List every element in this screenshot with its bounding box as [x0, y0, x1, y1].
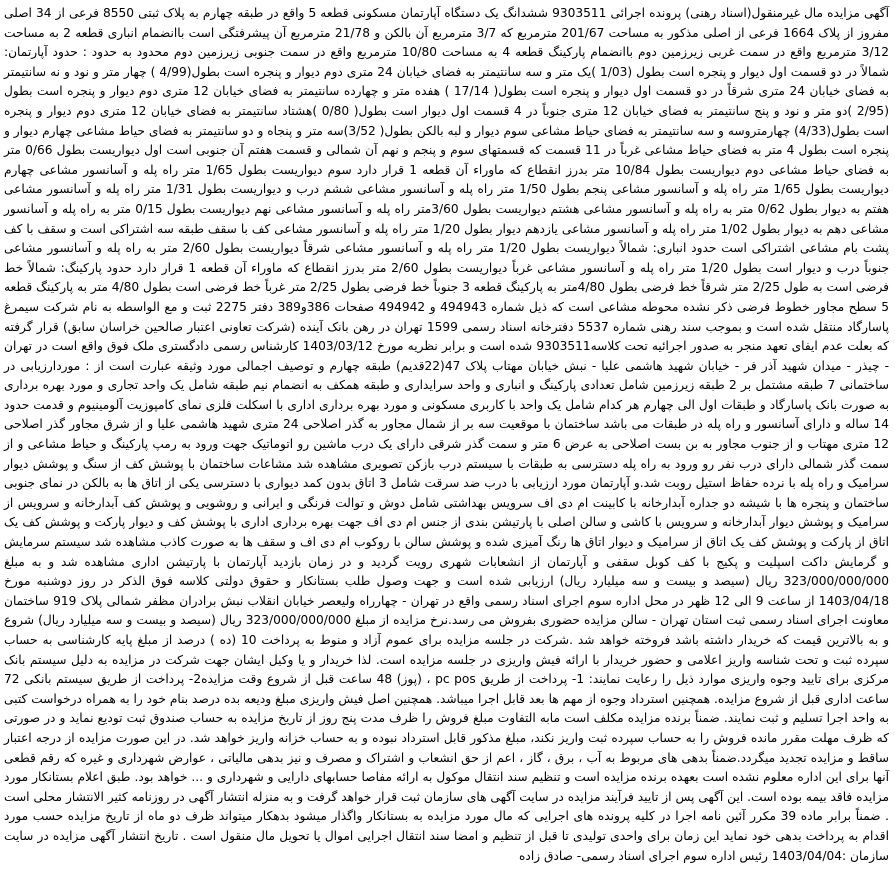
auction-notice-text: آگهی مزایده مال غیرمنقول(اسناد رهنی) پرونده اجرائی 9303511 ششدانگ یک دستگاه آپارتمان مسکونی قطعه 5 واقع در طبقه چهارم به پلاک ثبتی 8550 فرعی از 34 اصلی مفروز از پلاک 1664 فرعی از اصلی مذکور به مساحت 201/67 مترمربع که 3/7 مترمربع آن بالکن و 21/78 مترمربع آن پیشرفتگی است باانضمام انباری قطعه 2 به مساحت 3/12 مترمربع واقع در سمت غربی زیرزمین دوم باانضمام پارکینگ قطعه 4 به مساحت 10/80 مترمربع واقع در سمت جنوبی زیرزمین دوم محدود به حدود : حدود آپارتمان: شمالاً در دو قسمت اول دیوار و پنجره است بطول (1/03 )یک متر و سه سانتیمتر به فضای خیابان 24 متری دوم دیوار و پنجره است بطول(4/99 ) چهار متر و نود و نه سانتیمتر به فضای خیابان 24 متری شرقاً در دو قسمت اول دیوار و پنجره است بطول( 17/14 ) هفده متر و چهارده سانتیمتر به فضای خیابان 12 متری دوم دیوار و پنجره است بطول (2/95 )دو متر و نود و پنج سانتیمتر به فضای خیابان 12 متری جنوباً در 4 قسمت اول دیوار است بطول( 0/80 )هشتاد سانتیمتر به فضای خیابان 12 متری دوم دیوار و پنجره است بطول(4/33) چهارمتروسه و سه سانتیمتر به فضای حیاط مشاعی سوم دیوار و لبه بالکن بطول( 3/52)سه متر و پنجاه و دو سانتیمتر به فضای حیاط مشاعی چهارم دیوار و پنجره است بطول 4 متر به فضای حیاط مشاعی غرباً در 11 قسمت که قسمتهای سوم و پنجم و نهم آن شمالی و قسمت هفتم آن جنوبی است اول دیواریست بطول 0/66 متر به فضای حیاط مشاعی دوم دیواریست بطول 10/84 متر بدرز انقطاع که ماوراء آن قطعه 1 قرار دارد سوم دیواریست بطول 1/65 متر راه پله و آسانسور مشاعی چهارم دیواریست بطول 1/65 متر راه پله و آسانسور مشاعی پنجم بطول 1/50 متر راه پله و آسانسور مشاعی ششم درب و دیواریست بطول 1/31 متر راه پله و آسانسور مشاعی هفتم به دیوار بطول 0/62 متر به راه پله و آسانسور مشاعی هشتم دیواریست بطول 3/60متر راه پله و آسانسور مشاعی نهم دیواریست بطول 0/15 متر به راه پله و آسانسور مشاعی دهم به دیوار بطول 1/02 متر راه پله و آسانسور مشاعی یازدهم دیوار بطول 1/20 متر راه پله و آسانسور مشاعی کف با سقف طبقه سه اشتراکی است و سقف با کف پشت بام مشاعی اشتراکی است حدود انباری: شمالاً دیواریست بطول 1/20 متر راه پله و آسانسور مشاعی شرقاً دیواریست بطول 2/60 متر به راه پله و آسانسور مشاعی جنوباً درب و دیوار است بطول 1/20 متر راه پله و آسانسور مشاعی غرباً دیواریست بطول 2/60 متر بدرز انقطاع که ماوراء آن قطعه 1 قرار دارد حدود پارکینگ: شمالاً خط فرضی است به طول 2/25 متر شرقاً خط فرضی بطول 4/80متر به پارکینگ قطعه 3 جنوباً خط فرضی بطول 2/25 متر غرباً خط فرضی است بطول 4/80 متر به پارکینگ قطعه 5 سطح مجاور خطوط فرضی ذکر نشده محوطه مشاعی است که ذیل شماره 494943 و 494942 صفحات 386و389 دفتر 2275 ثبت و مع الواسطه به نام شرکت سیمرغ پاسارگاد منتقل شده است و بموجب سند رهنی شماره 5537 دفترخانه اسناد رسمی 1599 تهران در رهن بانک آینده (شرکت تعاونی اعتبار صالحین خراسان سابق) قرار گرفته که بعلت عدم ایفای تعهد منجر به صدور اجرائیه تحت کلاسه9303511 شده است و برابر نظریه مورخ 1403/03/12 کارشناس رسمی دادگستری ملک فوق واقع است در تهران - چیذر - میدان شهید آذر فر - خیابان شهید هاشمی علیا - نبش خیابان مهتاب پلاک 47(22قدیم) طبقه چهارم و توصیف اجمالی مورد وثیقه عبارت است از : موردارزیابی در ساختمانی 7 طبقه مشتمل بر 2 طبقه زیرزمین شامل تعدادی پارکینگ و انباری و واحد سرایداری و طبقه همکف به انضمام نیم طبقه شامل یک واحد تجاری و مورد بهره برداری به صورت بانک پاسارگاد و طبقات اول الی چهارم هر کدام شامل یک واحد با کاربری مسکونی و مورد بهره برداری اداری با اسکلت فلزی نمای کامپوزیت آلومینیوم و قدمت حدود 14 ساله و دارای آسانسور و راه پله در طبقات می باشد ساختمان با موقعیت سه بر از شمال مجاور به گذر اصلاحی 24 متری شهید هاشمی علیا و از شرق مجاور گذر اصلاحی 12 متری مهتاب و از جنوب مجاور به بن بست اصلاحی به عرض 6 متر و سمت گذر شرقی دارای یک درب ماشین رو اتوماتیک جهت ورود به رمپ پارکینگ و حیاط مشاعی و از سمت گذر شمالی دارای درب نفر رو ورود به راه پله دسترسی به طبقات با سیستم درب بازکن تصویری مشاهده شد مشاعات ساختمان با پوشش کف از سنگ و پوشش دیوار سرامیک و راه پله با نرده حفاظ استیل روبت شد.و آپارتمان مورد ارزیابی با درب ضد سرقت شامل 3 اتاق بدون کمد دیواری با دسترسی یکی از اتاق ها به بالکن در نمای جنوبی ساختمان و پنجره ها با شیشه دو جداره آبدارخانه با کابینت ام دی اف سرویس بهداشتی شامل دوش و توالت فرنگی و ایرانی و روشویی و پوشش کف آبدارخانه و سرویس از سرامیک و پوشش دیوار آبدارخانه و سرویس با کاشی و سالن اصلی با پارتیشن بندی از جنس ام دی اف جهت بهره برداری اداری با پوشش کف و دیوار پارکت و پوشش کف یک اتاق از پارکت و پوشش کف یک اتاق از سرامیک و دیوار اتاق ها رنگ آمیزی شده و پوشش سالن با روکوب ام دی اف و سقف ها به صورت کاذب مشاهده شد سیستم سرمایش و گرمایش داکت اسپلیت و پکیج با کف کوبل سقفی و آپارتمان از انشعابات شهری رویت گردید و در زمان بازدید آپارتمان با پارتیشن اداری مشاهده شد و به مبلغ 323/000/000/000 ریال (سیصد و بیست و سه میلیارد ریال) ارزیابی شده است و جهت وصول طلب بستانکار و حقوق دولتی کلاسه فوق الذکر در روز دوشنبه مورخ 1403/04/18 از ساعت 9 الی 12 ظهر در محل اداره سوم اجرای اسناد رسمی واقع در تهران - چهارراه ولیعصر خیابان انقلاب نبش برادران مظفر شمالی پلاک 919 ساختمان معاونت اجرای اسناد رسمی ثبت استان تهران - سالن مزایده حضوری بفروش می رسد.نرخ مزایده از مبلغ 323/000/000/000 ریال (سیصد و بیست و سه میلیارد ریال) شروع و به بالاترین قیمت که خریدار داشته باشد فروخته خواهد شد .شرکت در جلسه مزایده برای عموم آزاد و منوط به پرداخت 10 (ده ) درصد از مبلغ پایه کارشناسی به حساب سپرده ثبت و تحت شناسه واریز اعلامی و حضور خریدار با ارائه فیش واریزی در جلسه مزایده است. لذا خریدار و یا وکیل ایشان جهت شرکت در مزایده به دلیل سیستم بانک مرکزی برای تایید وجوه واریزی موارد ذیل را رعایت نمایند: 1- پرداخت از طریق pc pos ، (پوز) 48 ساعت قبل از شروع وقت مزایده2- پرداخت از طریق سیستم بانکی 72 ساعت اداری قبل از شروع مزایده. همچنین استرداد وجوه از مهم ها بعد قابل اجرا میباشد. همچنین اصل فیش واریزی مبلغ ودیعه بده درصد بنام خود را به همراه درخواست کتبی به واحد اجرا تسلیم و ثبت نمایند. ضمناً برنده مزایده مکلف است مابه التفاوت مبلغ فروش را ظرف مدت پنج روز از تاریخ مزایده به حساب صندوق ثبت تودیع نماید و در صورتی که ظرف مهلت مقرر مانده فروش را به حساب سپرده ثبت واریز نکند، مبلغ مذکور قابل استرداد نبوده و به حساب خزانه واریز خواهد شد. در این صورت مزایده از درجه اعتبار ساقط و مزایده تجدید میگردد.ضمناً بدهی های مربوط به آب ، برق ، گاز ، اعم از حق انشعاب و اشتراک و مصرف و نیز بدهی مالیاتی ، عوارض شهرداری و غیره که رقم قطعی آنها برای این اداره معلوم نشده است بعهده برنده مزایده است و تنظیم سند انتقال موکول به ارائه مفاصا حسابهای دارایی و شهرداری و ... خواهد بود. طبق اعلام بستانکار مورد مزایده فاقد بیمه بوده است. این آگهی پس از تایید فرآیند مزایده در سایت آگهی های سازمان ثبت قرار خواهد گرفت و به منزله انتشار آگهی در روزنامه کثیر الانتشار محلی است . ضمناً برابر ماده 39 مکرر آئین نامه اجرا در کلیه پرونده های اجرایی که مال مورد مزایده به بستانکار واگذار میشود بدهکار میتواند ظرف دو ماه از تاریخ مزایده حسب مورد اقدام به پرداخت بدهی خود نماید این زمان برای واحدی تولیدی تا قبل از تنظیم و امضا سند انتقال اجرایی اموال یا تحویل مال منقول است . تاریخ انتشار آگهی مزایده در سایت سازمان :1403/04/04 رئیس اداره سوم اجرای اسناد رسمی- صادق زاده: [4, 6, 890, 863]
